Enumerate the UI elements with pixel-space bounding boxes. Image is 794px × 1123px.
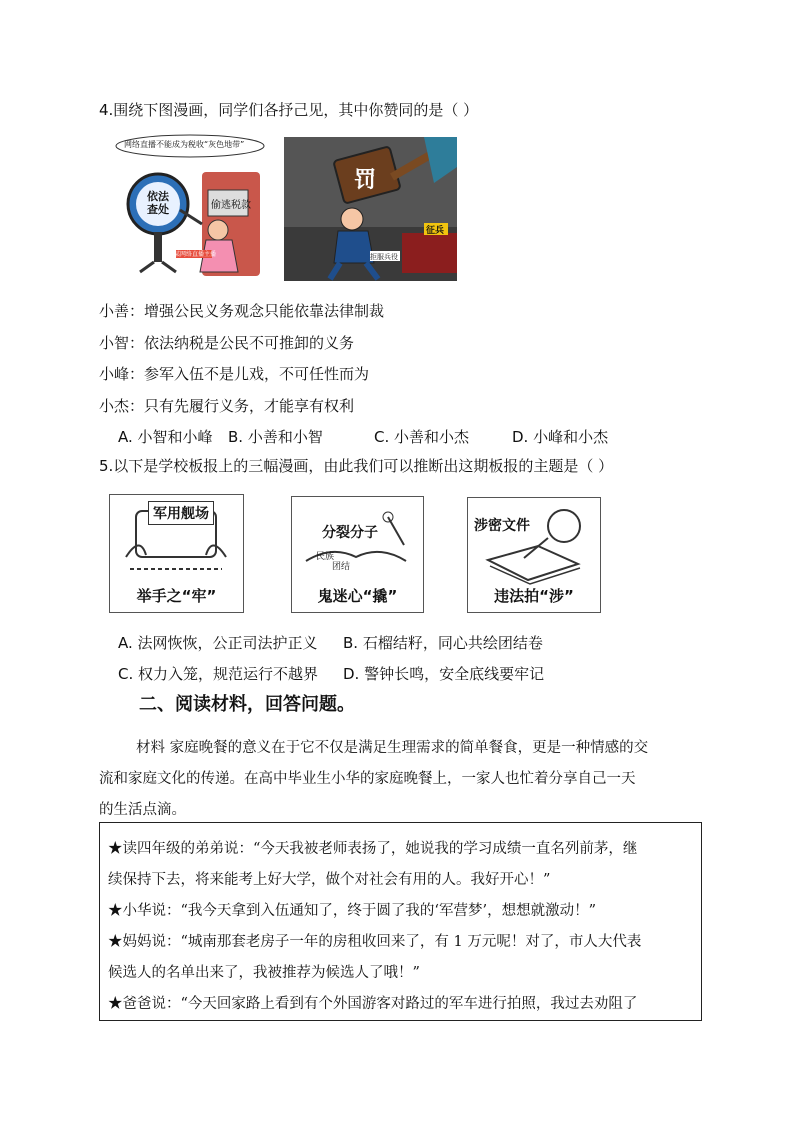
section-heading: 二、阅读材料，回答问题。 (139, 694, 355, 715)
panel-3-caption: 违法拍“涉” (494, 587, 574, 605)
panel-1-caption: 举手之“牢” (136, 587, 217, 605)
intro-line-3: 的生活点滴。 (99, 802, 186, 818)
opinion-xiaozhi: 小智：依法纳税是公民不可推卸的义务 (99, 334, 355, 352)
panel-2-sub2: 团结 (332, 562, 351, 572)
q4-option-b[interactable]: B. 小善和小智 (228, 428, 323, 446)
panel-3-tag: 涉密文件 (470, 514, 534, 536)
intro-line-2: 流和家庭文化的传递。在高中毕业生小华的家庭晚餐上，一家人也忙着分享自己一天 (99, 771, 636, 787)
box-line-1: ★读四年级的弟弟说：“今天我被老师表扬了，她说我的学习成绩一直名列前茅，继 (108, 841, 638, 857)
box-line-6: ★爸爸说：“今天回家路上看到有个外国游客对路过的军车进行拍照，我过去劝阻了 (108, 996, 638, 1012)
box-line-3: ★小华说：“我今天拿到入伍通知了，终于圆了我的‘军营梦’，想想就激动！” (108, 903, 597, 919)
q5-panel-2 (291, 496, 424, 613)
box-line-2: 续保持下去，将来能考上好大学，做个对社会有用的人。我好开心！” (108, 872, 551, 888)
badge-text: 某网络直播主播 (174, 251, 217, 258)
q5-stem: 5.以下是学校板报上的三幅漫画，由此我们可以推断出这期板报的主题是（ ） (99, 457, 614, 475)
q5-option-b[interactable]: B. 石榴结籽，同心共绘团结卷 (343, 634, 543, 652)
panel-1-tag: 军用舰场 (148, 501, 214, 525)
hammer-text: 罚 (354, 168, 377, 193)
opinion-xiaoshan: 小善：增强公民义务观念只能依靠法律制裁 (99, 302, 385, 320)
book-text: 偷逃税款 (211, 200, 251, 211)
q5-panel-3 (467, 497, 601, 613)
q4-option-d[interactable]: D. 小峰和小杰 (512, 428, 609, 446)
panel-2-sub1: 民族 (316, 552, 335, 562)
q4-stem: 4.围绕下图漫画，同学们各抒己见，其中你赞同的是（ ） (99, 101, 479, 119)
material-box (99, 822, 702, 1021)
opinion-xiaojie: 小杰：只有先履行义务，才能享有权利 (99, 397, 355, 415)
magnifier-text: 依法查处 (147, 190, 169, 216)
q4-option-a[interactable]: A. 小智和小峰 (118, 428, 213, 446)
opinion-xiaofeng: 小峰：参军入伍不是儿戏，不可任性而为 (99, 365, 370, 383)
q5-option-d[interactable]: D. 警钟长鸣，安全底线要牢记 (343, 665, 545, 683)
q5-option-a[interactable]: A. 法网恢恢，公正司法护正义 (118, 634, 318, 652)
q5-panel-1 (109, 494, 244, 613)
box-line-5: 候选人的名单出来了，我被推荐为候选人了哦！” (108, 965, 420, 981)
panel-2-caption: 鬼迷心“撬” (317, 587, 398, 605)
q5-option-c[interactable]: C. 权力入笼，规范运行不越界 (118, 665, 319, 683)
sign-text: 征兵 (426, 226, 445, 236)
box-line-4: ★妈妈说：“城南那套老房子一年的房租收回来了，有 1 万元呢！对了，市人大代表 (108, 934, 642, 950)
panel-2-tag: 分裂分子 (318, 521, 382, 543)
q4-option-c[interactable]: C. 小善和小杰 (374, 428, 470, 446)
bubble-text: 网络直播不能成为税收“灰色地带” (124, 140, 245, 149)
intro-line-1: 材料 家庭晚餐的意义在于它不仅是满足生理需求的简单餐食，更是一种情感的交 (136, 740, 649, 756)
q4-cartoon-military (284, 137, 457, 281)
refuse-text: 拒服兵役 (370, 253, 398, 261)
q4-cartoon-tax (110, 132, 270, 284)
